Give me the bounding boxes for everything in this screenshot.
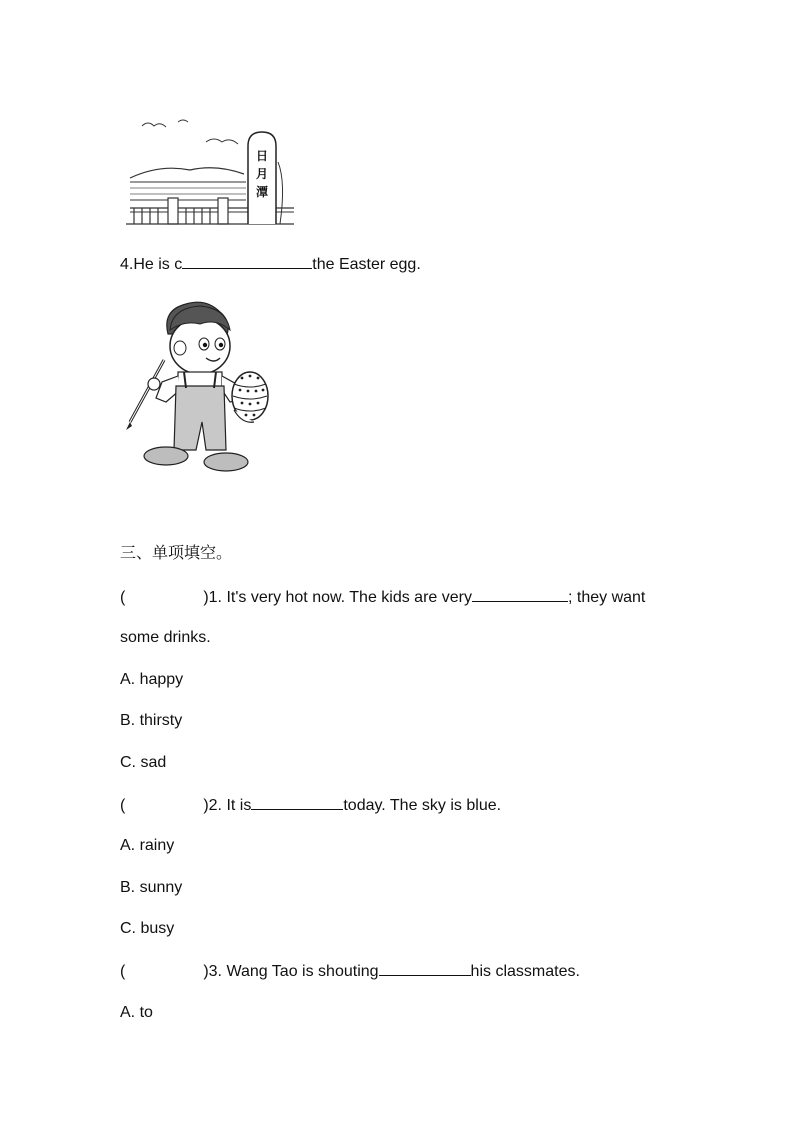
q4-line bbox=[120, 254, 421, 275]
sun-moon-lake-illustration bbox=[126, 112, 294, 228]
sign-char: 日 bbox=[255, 149, 269, 163]
boy-painting-egg-illustration bbox=[122, 300, 278, 476]
question-stem: ( )3. Wang Tao is shouting his classmates. bbox=[120, 963, 580, 980]
option-b: B. thirsty bbox=[120, 712, 183, 729]
answer-blank[interactable] bbox=[182, 254, 312, 269]
section-heading: 三、单项填空。 bbox=[120, 545, 233, 562]
option-a: A. to bbox=[120, 1004, 153, 1021]
question-stem-continuation: some drinks. bbox=[120, 629, 211, 646]
option-c: C. busy bbox=[120, 920, 175, 937]
answer-blank[interactable] bbox=[472, 587, 568, 602]
option-b: B. sunny bbox=[120, 879, 183, 896]
question-stem: ( )1. It's very hot now. The kids are very ; they want bbox=[120, 589, 646, 606]
answer-blank[interactable] bbox=[379, 961, 471, 976]
option-a: A. rainy bbox=[120, 837, 175, 854]
option-c: C. sad bbox=[120, 754, 167, 771]
option-a: A. happy bbox=[120, 671, 184, 688]
sign-char: 月 bbox=[255, 167, 269, 181]
question-stem: ( )2. It is today. The sky is blue. bbox=[120, 797, 502, 814]
q4-prefix: 4.He is c bbox=[120, 256, 183, 273]
answer-blank[interactable] bbox=[251, 795, 343, 810]
q4-suffix: the Easter egg. bbox=[312, 256, 421, 273]
sign-char: 潭 bbox=[255, 185, 269, 199]
